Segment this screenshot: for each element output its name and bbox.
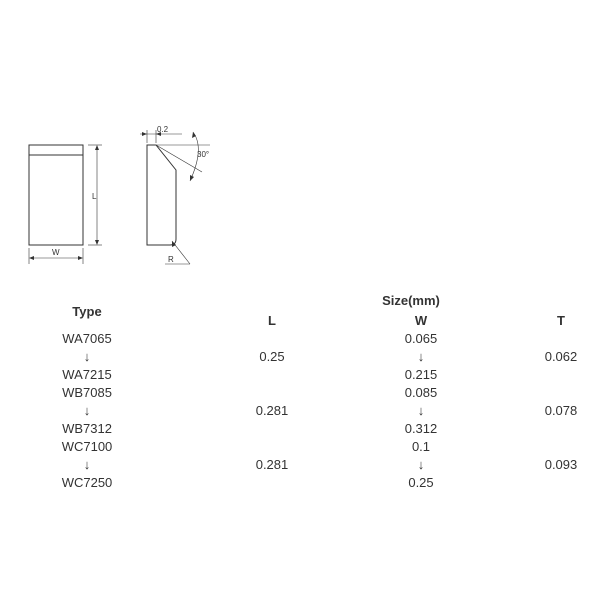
front-view-outline <box>29 145 83 245</box>
column-header-w: W <box>414 313 428 328</box>
type-arrow: ↓ <box>83 403 91 418</box>
front-view <box>29 145 102 264</box>
w-to: 0.215 <box>404 367 438 382</box>
type-from: WB7085 <box>62 385 112 400</box>
l-value: 0.281 <box>255 403 289 418</box>
size-header: Size(mm) <box>382 293 440 308</box>
radius-label: R <box>168 255 174 264</box>
type-arrow: ↓ <box>83 349 91 364</box>
column-header-l: L <box>268 313 276 328</box>
l-label: L <box>92 192 97 201</box>
w-from: 0.085 <box>404 385 438 400</box>
w-to: 0.25 <box>408 475 434 490</box>
type-to: WA7215 <box>62 367 112 382</box>
w-arrow: ↓ <box>417 403 425 418</box>
side-view-outline <box>147 145 176 245</box>
t-value: 0.093 <box>544 457 578 472</box>
t-value: 0.062 <box>544 349 578 364</box>
l-value: 0.281 <box>255 457 289 472</box>
w-from: 0.065 <box>404 331 438 346</box>
type-to: WB7312 <box>62 421 112 436</box>
type-to: WC7250 <box>61 475 113 490</box>
w-from: 0.1 <box>411 439 431 454</box>
w-label: W <box>52 248 60 257</box>
type-header: Type <box>72 304 102 319</box>
w-arrow: ↓ <box>417 349 425 364</box>
offset-label: 0.2 <box>157 125 169 134</box>
type-from: WA7065 <box>62 331 112 346</box>
type-from: WC7100 <box>61 439 113 454</box>
w-arrow: ↓ <box>417 457 425 472</box>
w-to: 0.312 <box>404 421 438 436</box>
l-value: 0.25 <box>259 349 285 364</box>
angle-label: 30° <box>197 150 210 159</box>
column-header-t: T <box>557 313 565 328</box>
type-arrow: ↓ <box>83 457 91 472</box>
t-value: 0.078 <box>544 403 578 418</box>
